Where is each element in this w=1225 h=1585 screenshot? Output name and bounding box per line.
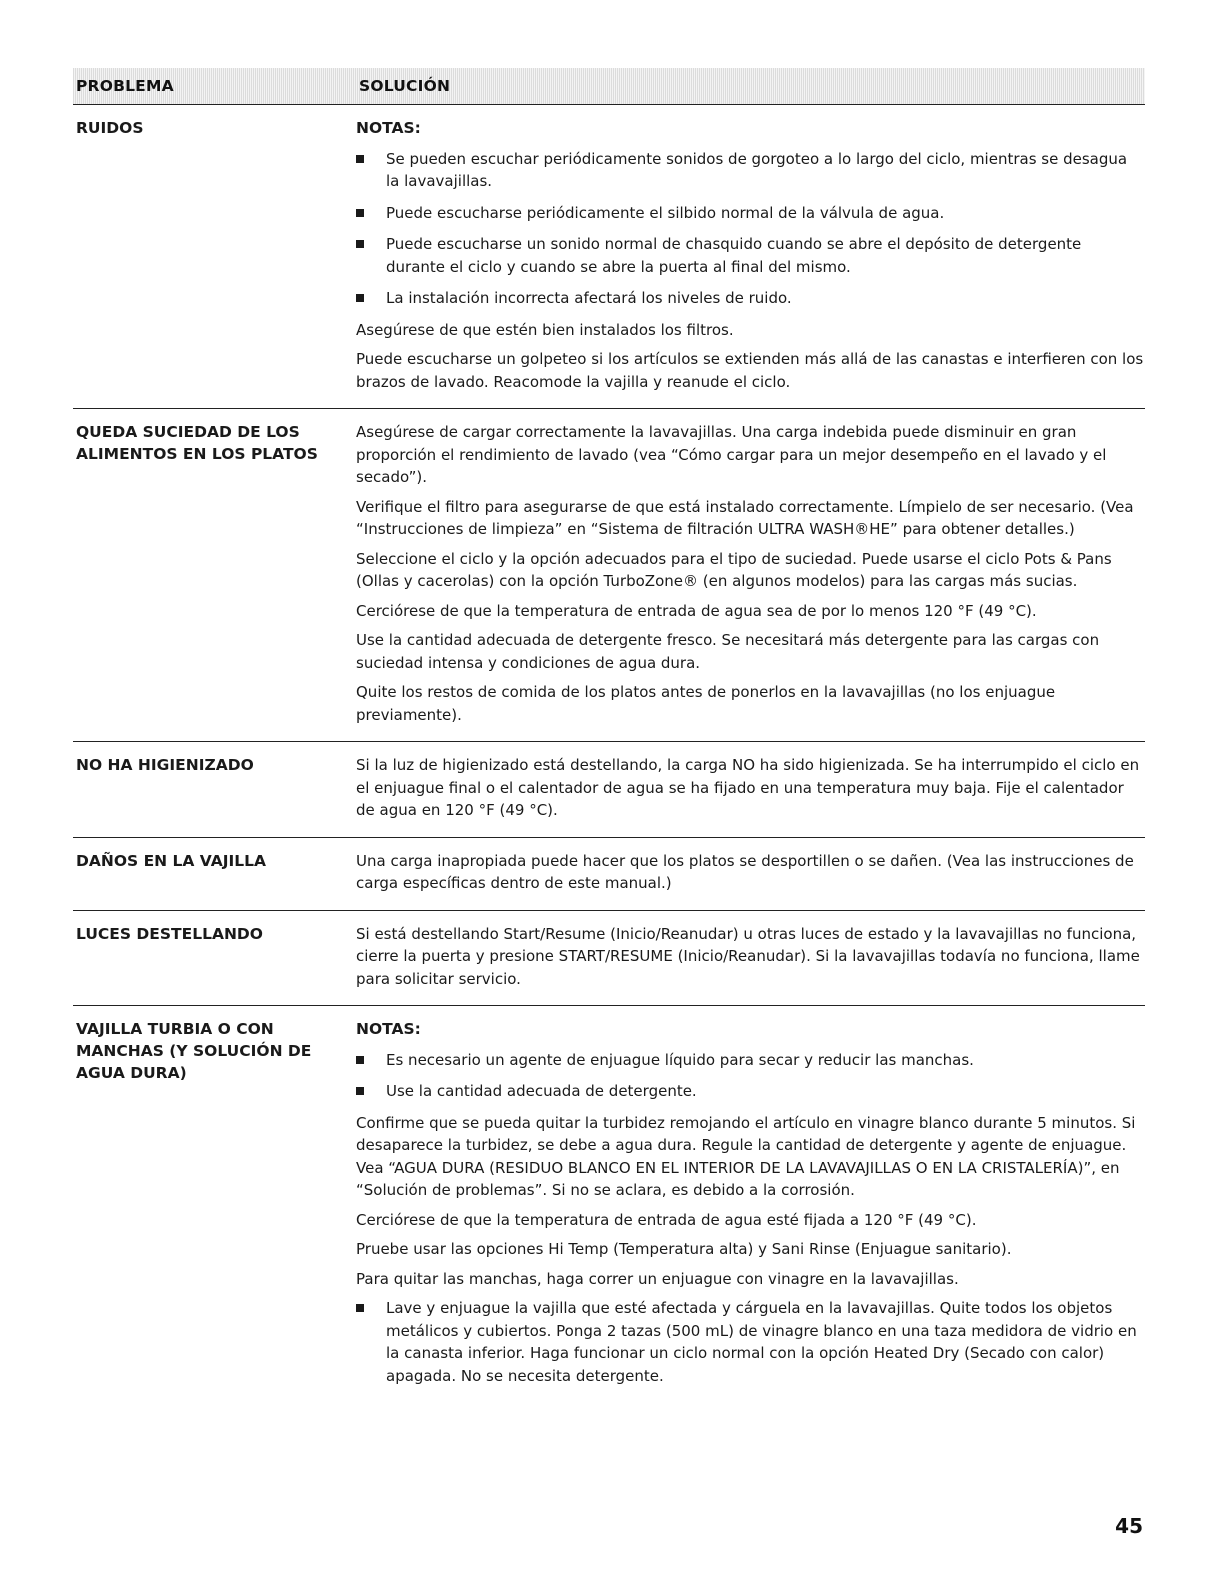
- bullet-square-icon: [356, 1056, 364, 1064]
- bullet-square-icon: [356, 155, 364, 163]
- bullet-text: La instalación incorrecta afectará los niveles de ruido.: [386, 289, 792, 307]
- bullet-text: Use la cantidad adecuada de detergente.: [386, 1082, 697, 1100]
- solution-paragraph: Puede escucharse un golpeteo si los artículos se extienden más allá de las canastas e interfieren con los brazos de lavado. Reacomode la vajilla y reanude el ciclo.: [356, 350, 1144, 391]
- solution-paragraph: Si la luz de higienizado está destellando, la carga NO ha sido higienizada. Se ha interrumpido el ciclo en el enjuague final o el calentador de agua se ha fijado en una temperatura muy baja. Fije el calentador de agua en 120 °F (49 °C).: [356, 756, 1140, 819]
- table-row: [73, 838, 1145, 911]
- solution-paragraph: Confirme que se pueda quitar la turbidez remojando el artículo en vinagre blanco durante 5 minutos. Si desaparece la turbidez, se debe a agua dura. Regule la cantidad de detergente y agente de enjuague. Vea “AGUA DURA (RESIDUO BLANCO EN EL INTERIOR DE LA LAVAVAJILLAS O EN LA CRISTALERÍA)”, en “Solución de problemas”. Si no se aclara, es debido a la corrosión.: [356, 1113, 1136, 1199]
- bullet-item: [356, 202, 1145, 225]
- notes-title: NOTAS:: [356, 119, 421, 137]
- solution-paragraph: Una carga inapropiada puede hacer que los platos se desportillen o se dañen. (Vea las instrucciones de carga específicas dentro de este manual.): [356, 851, 1134, 892]
- solution-paragraph: Pruebe usar las opciones Hi Temp (Temperatura alta) y Sani Rinse (Enjuague sanitario).: [356, 1240, 1012, 1258]
- table-row: [73, 911, 1145, 1007]
- solution-paragraph: Cerciórese de que la temperatura de entrada de agua sea de por lo menos 120 °F (49 °C).: [356, 601, 1037, 620]
- troubleshooting-table: [73, 68, 1145, 1404]
- solution-paragraph: Para quitar las manchas, haga correr un enjuague con vinagre en la lavavajillas.: [356, 1269, 959, 1288]
- bullet-text: Puede escucharse periódicamente el silbido normal de la válvula de agua.: [386, 203, 945, 222]
- bullet-square-icon: [356, 1087, 364, 1095]
- table-row: [73, 742, 1145, 838]
- solution-paragraph: Verifique el filtro para asegurarse de que está instalado correctamente. Límpielo de ser necesario. (Vea “Instrucciones de limpieza” en “Sistema de filtración ULTRA WASH®HE” para obtener detalles.): [356, 497, 1134, 538]
- solution-paragraph: Asegúrese de cargar correctamente la lavavajillas. Una carga indebida puede disminuir en gran proporción el rendimiento de lavado (vea “Cómo cargar para un mejor desempeño en el lavado y el secado”).: [356, 423, 1107, 486]
- problem-cell: RUIDOS: [76, 119, 144, 137]
- bullet-square-icon: [356, 209, 364, 217]
- problem-cell: VAJILLA TURBIA O CON MANCHAS (Y SOLUCIÓN DE AGUA DURA): [76, 1020, 312, 1082]
- bullet-text: Se pueden escuchar periódicamente sonidos de gorgoteo a lo largo del ciclo, mientras se desagua la lavavajillas.: [386, 149, 1128, 190]
- solution-paragraph: Quite los restos de comida de los platos antes de ponerlos en la lavavajillas (no los enjuague previamente).: [356, 683, 1056, 724]
- table-row: [73, 409, 1145, 742]
- bullet-item: [356, 1080, 1145, 1103]
- problem-cell: QUEDA SUCIEDAD DE LOS ALIMENTOS EN LOS PLATOS: [76, 423, 318, 463]
- problem-cell: NO HA HIGIENIZADO: [76, 756, 254, 774]
- table-row: [73, 1006, 1145, 1404]
- header-solution: SOLUCIÓN: [359, 77, 451, 95]
- solution-cell: [356, 754, 1145, 829]
- page-number: 45: [1115, 1514, 1143, 1538]
- bullet-item: [356, 1049, 1145, 1072]
- solution-cell: [356, 1018, 1145, 1396]
- bullet-item: [356, 1297, 1145, 1387]
- solution-cell: [356, 421, 1145, 733]
- bullet-item: [356, 148, 1145, 193]
- bullet-text: Lave y enjuague la vajilla que esté afectada y cárguela en la lavavajillas. Quite todos los objetos metálicos y cubiertos. Ponga 2 tazas (500 mL) de vinagre blanco en una taza medidora de vidrio en la canasta inferior. Haga funcionar un ciclo normal con la opción Heated Dry (Secado con calor) apagada. No se necesita detergente.: [386, 1299, 1137, 1385]
- bullet-square-icon: [356, 1304, 364, 1312]
- problem-cell: DAÑOS EN LA VAJILLA: [76, 851, 267, 870]
- bullet-text: Puede escucharse un sonido normal de chasquido cuando se abre el depósito de detergente durante el ciclo y cuando se abre la puerta al final del mismo.: [386, 235, 1082, 276]
- bullet-item: [356, 233, 1145, 278]
- problem-cell: LUCES DESTELLANDO: [76, 924, 263, 943]
- bullet-text: Es necesario un agente de enjuague líquido para secar y reducir las manchas.: [386, 1050, 974, 1069]
- solution-paragraph: Cerciórese de que la temperatura de entrada de agua esté fijada a 120 °F (49 °C).: [356, 1210, 977, 1229]
- solution-cell: [356, 117, 1145, 400]
- solution-cell: [356, 923, 1145, 998]
- solution-paragraph: Seleccione el ciclo y la opción adecuados para el tipo de suciedad. Puede usarse el ciclo Pots & Pans (Ollas y cacerolas) con la opción TurboZone® (en algunos modelos) para las cargas más sucias.: [356, 549, 1112, 590]
- bullet-item: [356, 287, 1145, 310]
- table-row: [73, 105, 1145, 409]
- notes-title: NOTAS:: [356, 1020, 421, 1038]
- solution-paragraph: Si está destellando Start/Resume (Inicio/Reanudar) u otras luces de estado y la lavavajillas no funciona, cierre la puerta y presione START/RESUME (Inicio/Reanudar). Si la lavavajillas todavía no funciona, llame para solicitar servicio.: [356, 924, 1140, 988]
- solution-cell: [356, 850, 1145, 902]
- header-problem: PROBLEMA: [76, 77, 174, 95]
- solution-paragraph: Asegúrese de que estén bien instalados los filtros.: [356, 320, 734, 339]
- table-header: [73, 68, 1145, 105]
- bullet-square-icon: [356, 294, 364, 302]
- solution-paragraph: Use la cantidad adecuada de detergente fresco. Se necesitará más detergente para las cargas con suciedad intensa y condiciones de agua dura.: [356, 631, 1100, 672]
- bullet-square-icon: [356, 240, 364, 248]
